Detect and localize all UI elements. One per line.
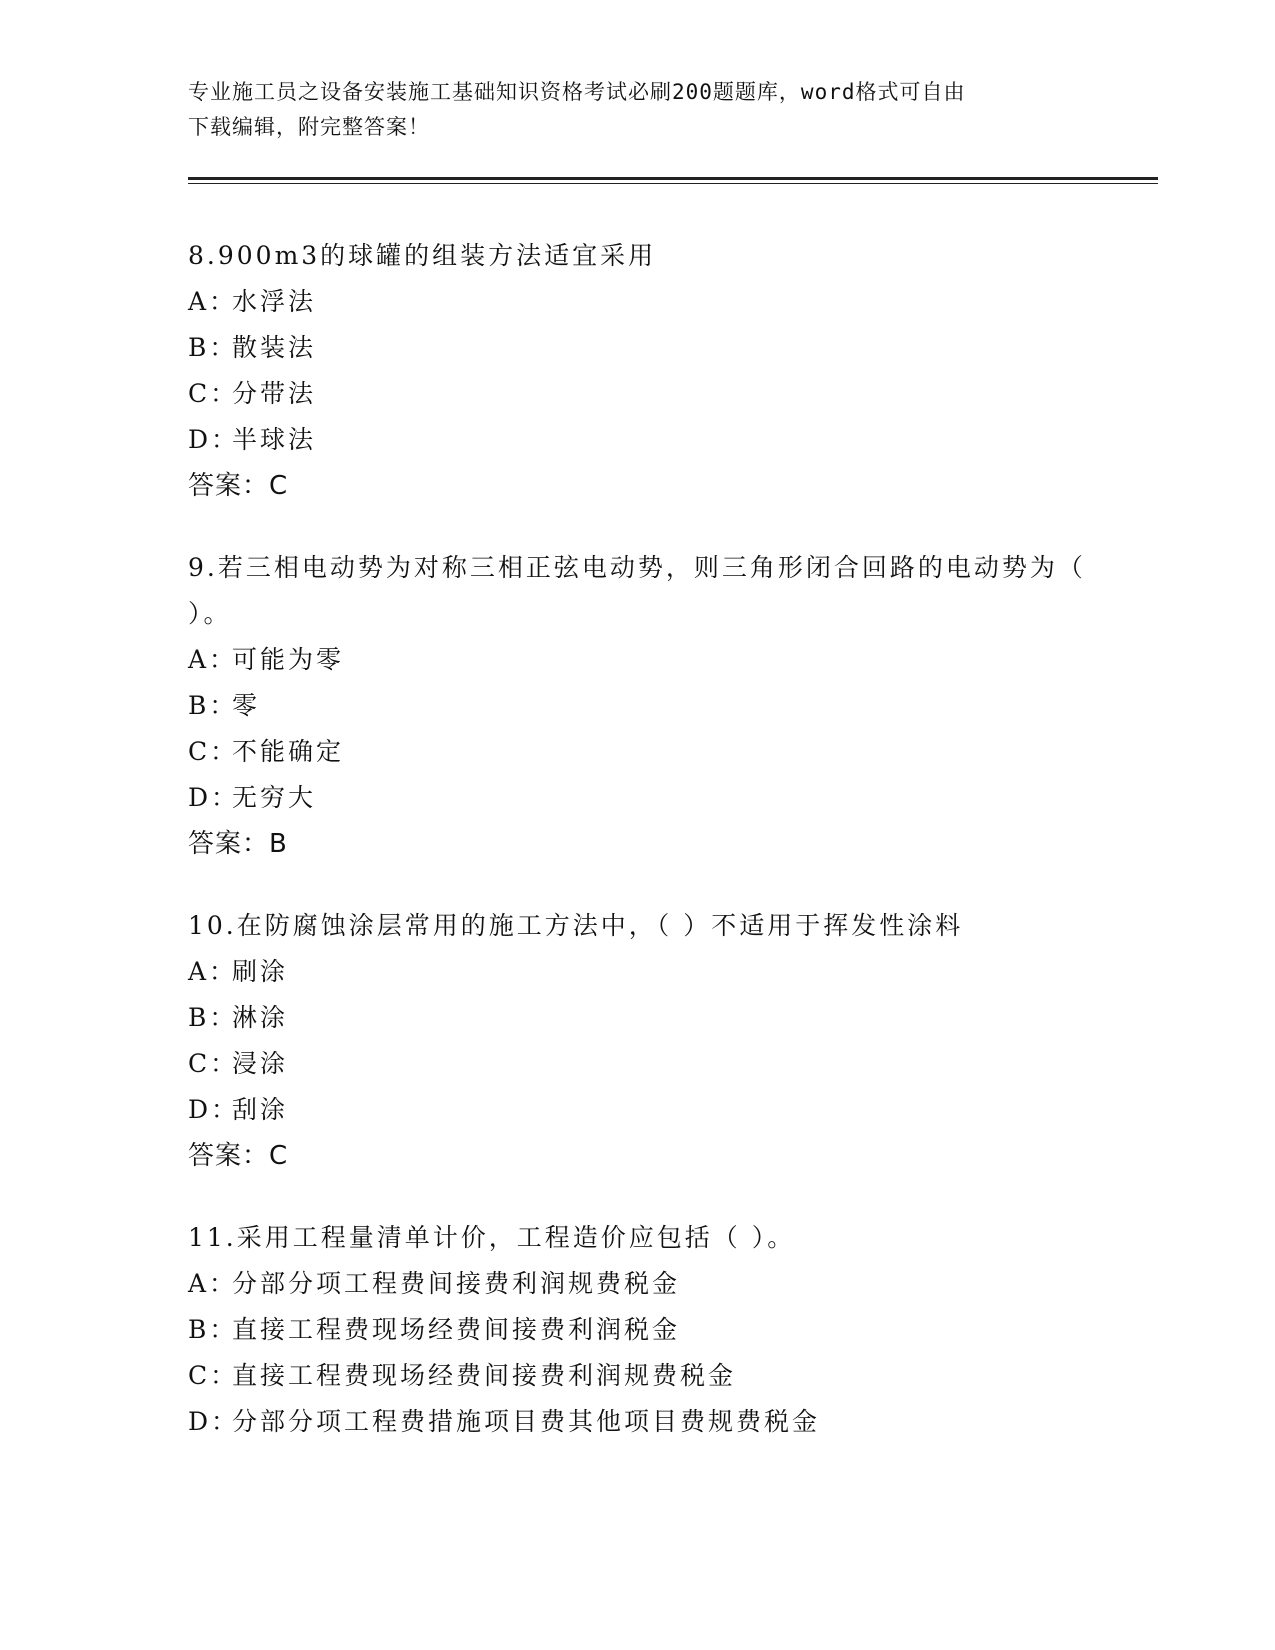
option-text: 淋涂	[232, 1003, 289, 1032]
option-text: 直接工程费现场经费间接费利润税金	[232, 1315, 681, 1344]
option-text: 无穷大	[232, 783, 317, 812]
option-letter: C：	[188, 379, 239, 408]
option-letter: D：	[188, 783, 240, 812]
option-text: 直接工程费现场经费间接费利润规费税金	[232, 1361, 737, 1390]
option-letter: D：	[188, 1407, 240, 1436]
question-9	[188, 545, 1088, 867]
option-letter: C：	[188, 1361, 239, 1390]
answer-line: 答案：B	[188, 829, 288, 859]
question-stem: 9.若三相电动势为对称三相正弦电动势，则三角形闭合回路的电动势为（ ）。	[188, 553, 1086, 628]
option-c	[188, 1353, 1088, 1399]
question-8	[188, 233, 1088, 509]
option-c	[188, 729, 1088, 775]
option-d	[188, 775, 1088, 821]
option-letter: D：	[188, 425, 240, 454]
option-text: 刮涂	[232, 1095, 289, 1124]
option-letter: B：	[188, 1315, 238, 1344]
option-text: 分部分项工程费措施项目费其他项目费规费税金	[232, 1407, 821, 1436]
question-stem: 11.采用工程量清单计价，工程造价应包括（ ）。	[188, 1223, 796, 1252]
option-text: 半球法	[232, 425, 317, 454]
option-a	[188, 1261, 1088, 1307]
question-10	[188, 903, 1088, 1179]
option-d	[188, 417, 1088, 463]
option-text: 刷涂	[232, 957, 289, 986]
option-a	[188, 949, 1088, 995]
option-text: 零	[232, 691, 261, 720]
option-letter: D：	[188, 1095, 240, 1124]
option-b	[188, 325, 1088, 371]
option-letter: A：	[188, 957, 238, 986]
option-letter: B：	[188, 333, 238, 362]
option-text: 分带法	[232, 379, 317, 408]
option-text: 散装法	[232, 333, 317, 362]
option-letter: A：	[188, 1269, 238, 1298]
option-text: 分部分项工程费间接费利润规费税金	[232, 1269, 681, 1298]
question-11	[188, 1215, 1088, 1445]
option-letter: B：	[188, 1003, 238, 1032]
question-stem: 10.在防腐蚀涂层常用的施工方法中，（ ）不适用于挥发性涂料	[188, 911, 964, 940]
option-letter: A：	[188, 287, 238, 316]
answer-line: 答案：C	[188, 1141, 289, 1171]
option-letter: B：	[188, 691, 238, 720]
header-line-2: 下载编辑，附完整答案！	[188, 115, 430, 139]
option-c	[188, 1041, 1088, 1087]
option-letter: C：	[188, 737, 239, 766]
option-letter: C：	[188, 1049, 239, 1078]
option-text: 可能为零	[232, 645, 345, 674]
question-stem: 8.900m3的球罐的组装方法适宜采用	[188, 241, 657, 270]
option-d	[188, 1087, 1088, 1133]
option-letter: A：	[188, 645, 238, 674]
option-c	[188, 371, 1088, 417]
answer-line: 答案：C	[188, 471, 289, 501]
option-d	[188, 1399, 1088, 1445]
option-text: 不能确定	[232, 737, 345, 766]
option-a	[188, 279, 1088, 325]
header-line-1: 专业施工员之设备安装施工基础知识资格考试必刷200题题库，word格式可自由	[188, 80, 966, 104]
option-b	[188, 1307, 1088, 1353]
question-list	[188, 233, 1088, 1481]
document-header	[188, 75, 1088, 145]
option-b	[188, 995, 1088, 1041]
option-b	[188, 683, 1088, 729]
option-a	[188, 637, 1088, 683]
option-text: 浸涂	[232, 1049, 289, 1078]
option-text: 水浮法	[232, 287, 317, 316]
header-divider-thick	[188, 177, 1158, 180]
header-divider-thin	[188, 183, 1158, 184]
